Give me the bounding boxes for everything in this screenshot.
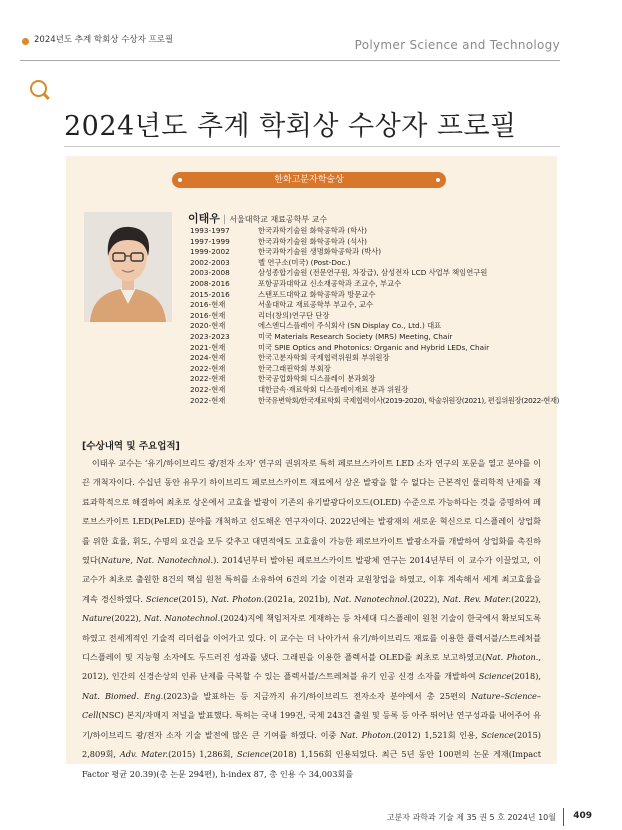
career-item: [190, 279, 559, 290]
career-item: [190, 247, 559, 258]
footer-journal-info: 고분자 과학과 기술 제 35 권 5 호 2024년 10월: [386, 813, 556, 822]
journal-name: Nat. Nanotechnol.: [333, 593, 411, 604]
career-years: 2022-현재: [190, 384, 226, 394]
journal-name: Science: [481, 729, 514, 740]
profile-name: 이태우: [188, 212, 220, 225]
body-text-segment: (2022),: [511, 593, 541, 604]
body-text-segment: (2015) 1,286회,: [168, 749, 238, 760]
award-badge: 한화고분자학술상: [172, 172, 446, 188]
journal-name: Adv. Mater.: [119, 749, 169, 760]
journal-name: Nature–Science–Cell: [82, 690, 541, 721]
journal-name: Nat. Biomed. Eng.: [82, 690, 164, 701]
running-title: 2024년도 추계 학회상 수상자 프로필: [34, 35, 174, 45]
body-text-segment: (2015),: [178, 593, 212, 604]
career-years: 2021-현재: [190, 342, 226, 352]
page-title: 2024년도 추계 학회상 수상자 프로필: [64, 111, 517, 142]
career-years: 2022-현재: [190, 395, 226, 405]
section-title: [수상내역 및 주요업적]: [82, 441, 180, 452]
body-text-segment: (NSC) 본지/자매지 저널을 발표했다. 특허는 국내 199건, 국제 243건 출원 및 등록 등 아주 뛰어난 연구성과를 내어주어 유기/하이브리드 광/전자 소자 기술 발전에 많은 큰 기여를 하였다. 이중: [82, 710, 541, 740]
career-years: 2016-현재: [190, 300, 226, 310]
body-text-segment: (2018),: [511, 671, 541, 682]
journal-name: Science: [237, 749, 270, 760]
career-item: [190, 396, 559, 407]
career-years: 2024-현재: [190, 353, 226, 363]
career-desc: 한국그래핀학회 부회장: [258, 363, 331, 373]
career-years: 1999-2002: [190, 247, 230, 257]
career-item: [190, 268, 559, 279]
career-years: 2015-2016: [190, 289, 230, 299]
portrait-icon: [84, 212, 172, 322]
journal-name: Science: [146, 593, 179, 604]
journal-name: Nature: [82, 613, 112, 624]
journal-name: Nat. Photon.: [211, 593, 264, 604]
title-ornament-tail: [43, 93, 50, 100]
career-item: [190, 311, 559, 322]
career-item: [190, 300, 559, 311]
achievements-paragraph: [82, 454, 541, 784]
footer-divider: [563, 808, 564, 826]
career-years: 2023-2023: [190, 331, 230, 341]
career-desc: 에스엔디스플레이 주식회사 (SN Display Co., Ltd.) 대표: [258, 321, 442, 331]
body-text-segment: (2022),: [410, 593, 443, 604]
career-years: 2008-2016: [190, 278, 230, 288]
career-item: [190, 353, 559, 364]
career-desc: 리더(창의)연구단 단장: [258, 310, 330, 320]
body-text-segment: (2012) 1,521회 인용,: [393, 729, 482, 740]
journal-name: Nat. Photon.: [340, 729, 394, 740]
career-item: [190, 343, 559, 354]
body-text-segment: (2018) 1,156회 인용되었다. 최근 5년 동안 100편의 논문 게재(Impact Factor 평균 20.39)(총 논문 294편), h-index 87, 총 인용 수 34,003회를: [82, 749, 542, 779]
body-text-segment: ). 2014년부터 발아된 페로브스카이트 발광체 연구는 2014년부터 이 교수가 이끌었고, 이 교수가 최초로 출원한 8건의 핵심 원천 특허를 소유하여 6건의 기술 이전과 교원창업을 하였고, 이후 계속해서 세계 최고효율을 계속 경신하였다.: [82, 555, 541, 604]
career-desc: 미국 SPIE Optics and Photonics: Organic and Hybrid LEDs, Chair: [258, 342, 490, 352]
name-separator: |: [222, 214, 227, 225]
title-divider: [64, 146, 560, 147]
career-years: 2020-현재: [190, 321, 226, 331]
career-item: [190, 226, 559, 237]
journal-name: Nat. Rev. Mater.: [442, 593, 512, 604]
career-desc: 대한금속·재료학회 디스플레이재료 분과 위원장: [258, 384, 409, 394]
journal-name: Science: [478, 671, 512, 682]
career-desc: 한국고분자학회 국제협력위원회 부위원장: [258, 353, 390, 363]
career-years: 1993-1997: [190, 226, 230, 235]
career-item: [190, 364, 559, 375]
journal-name: Nat. Photon.: [485, 652, 539, 663]
career-years: 2022-현재: [190, 374, 226, 384]
page-number: 409: [573, 811, 592, 821]
body-text-segment: (2022),: [111, 613, 144, 624]
body-text-segment: (2021a, 2021b),: [263, 593, 334, 604]
career-desc: 한국유변학회/한국재료학회 국제협력이사(2019-2020), 학술위원장(2021), 편집위원장(2022-현재): [258, 395, 560, 405]
journal-name: Nat. Nanotechnol.: [143, 613, 221, 624]
journal-brand: Polymer Science and Technology: [354, 38, 560, 52]
body-text-segment: , 2012), 인간의 신경손상의 인류 난제를 극복할 수 있는 플렉서블/스트레쳐블 유기 인공 신경 소자를 개발하여: [82, 652, 541, 682]
career-desc: 한국공업화학회 디스플레이 분과회장: [258, 374, 376, 384]
profile-name-row: [188, 210, 327, 226]
header-divider: [20, 60, 560, 61]
body-text-segment: (2023)을 발표하는 등 지금까지 유기/하이브리드 전자소자 분야에서 총 25편의: [163, 690, 472, 701]
body-text-segment: 이태우 교수는 ‘유기/하이브리드 광/전자 소자’ 연구의 권위자로 특히 페로브스카이트 LED 소자 연구의 포문을 열고 분야를 이끈 개척자이다. 수십년 동안 유무기 하이브리드 페로브스카이트 재료에서 상온 발광을 할 수 없다는 근본적인 물리학적 난제를 재료과학적으로 해결하여 최초로 상온에서 고효율 발광이 기존의 유기발광다이오드(OLED) 수준으로 가능하다는 것을 증명하여 페로브스카이트 LED(PeLED) 분야를 개척하고 선도해온 연구자이다. 2022년에는 발광재의 새로운 혁신으로 디스플레이 상업화를 위한 효율, 휘도, 수명의 요건을 모두 갖추고 대면적에도 고효율이 가능한 페로브카이트 발광소자를 개발하여 상업화를 촉진하였다(: [82, 458, 541, 566]
career-list: [190, 226, 559, 406]
career-item: [190, 321, 559, 332]
career-years: 2003-2008: [190, 268, 230, 278]
career-desc: 삼성종합기술원 (전문연구원, 차장급), 삼성전자 LCD 사업부 책임연구원: [258, 268, 488, 278]
career-desc: 한국과학기술원 화학공학과 (학사): [258, 226, 368, 235]
body-text-segment: (2015) 2,809회,: [82, 729, 541, 760]
career-desc: 한국과학기술원 생명화학공학과 (박사): [258, 247, 382, 257]
career-desc: 벨 연구소(미국) (Post-Doc.): [258, 257, 351, 267]
career-desc: 스탠포드대학교 화학공학과 방문교수: [258, 289, 376, 299]
career-item: [190, 332, 559, 343]
career-item: [190, 237, 559, 248]
career-years: 1997-1999: [190, 236, 230, 246]
header-bullet-icon: [22, 38, 29, 45]
career-item: [190, 258, 559, 269]
career-item: [190, 385, 559, 396]
career-desc: 한국과학기술원 화학공학과 (석사): [258, 236, 368, 246]
career-item: [190, 290, 559, 301]
career-years: 2022-현재: [190, 363, 226, 373]
body-text-segment: (2024)지에 책임저자로 게재하는 등 차세대 디스플레이 원천 기술이 한국에서 확보되도록 하였고 전세계적인 기술적 리더쉽을 이어가고 있다. 이 교수는 더 나아가서 유기/하이브리드 재료를 이용한 플렉서블/스트레쳐블 디스플레이 및 지능형 소자에도 두드러진 성과를 냈다. 그래핀을 이용한 플렉서블 OLED를 최초로 보고하였고(: [82, 613, 541, 663]
profile-photo: [84, 212, 172, 322]
career-item: [190, 374, 559, 385]
journal-name: Nature, Nat. Nanotechnol.: [101, 555, 214, 566]
career-desc: 포항공과대학교 신소재공학과 조교수, 부교수: [258, 278, 402, 288]
career-desc: 서울대학교 재료공학부 부교수, 교수: [258, 300, 374, 310]
career-years: 2002-2003: [190, 257, 230, 267]
career-desc: 미국 Materials Research Society (MRS) Meeting, Chair: [258, 331, 453, 341]
profile-affiliation: 서울대학교 재료공학부 교수: [229, 215, 328, 224]
career-years: 2016-현재: [190, 310, 226, 320]
